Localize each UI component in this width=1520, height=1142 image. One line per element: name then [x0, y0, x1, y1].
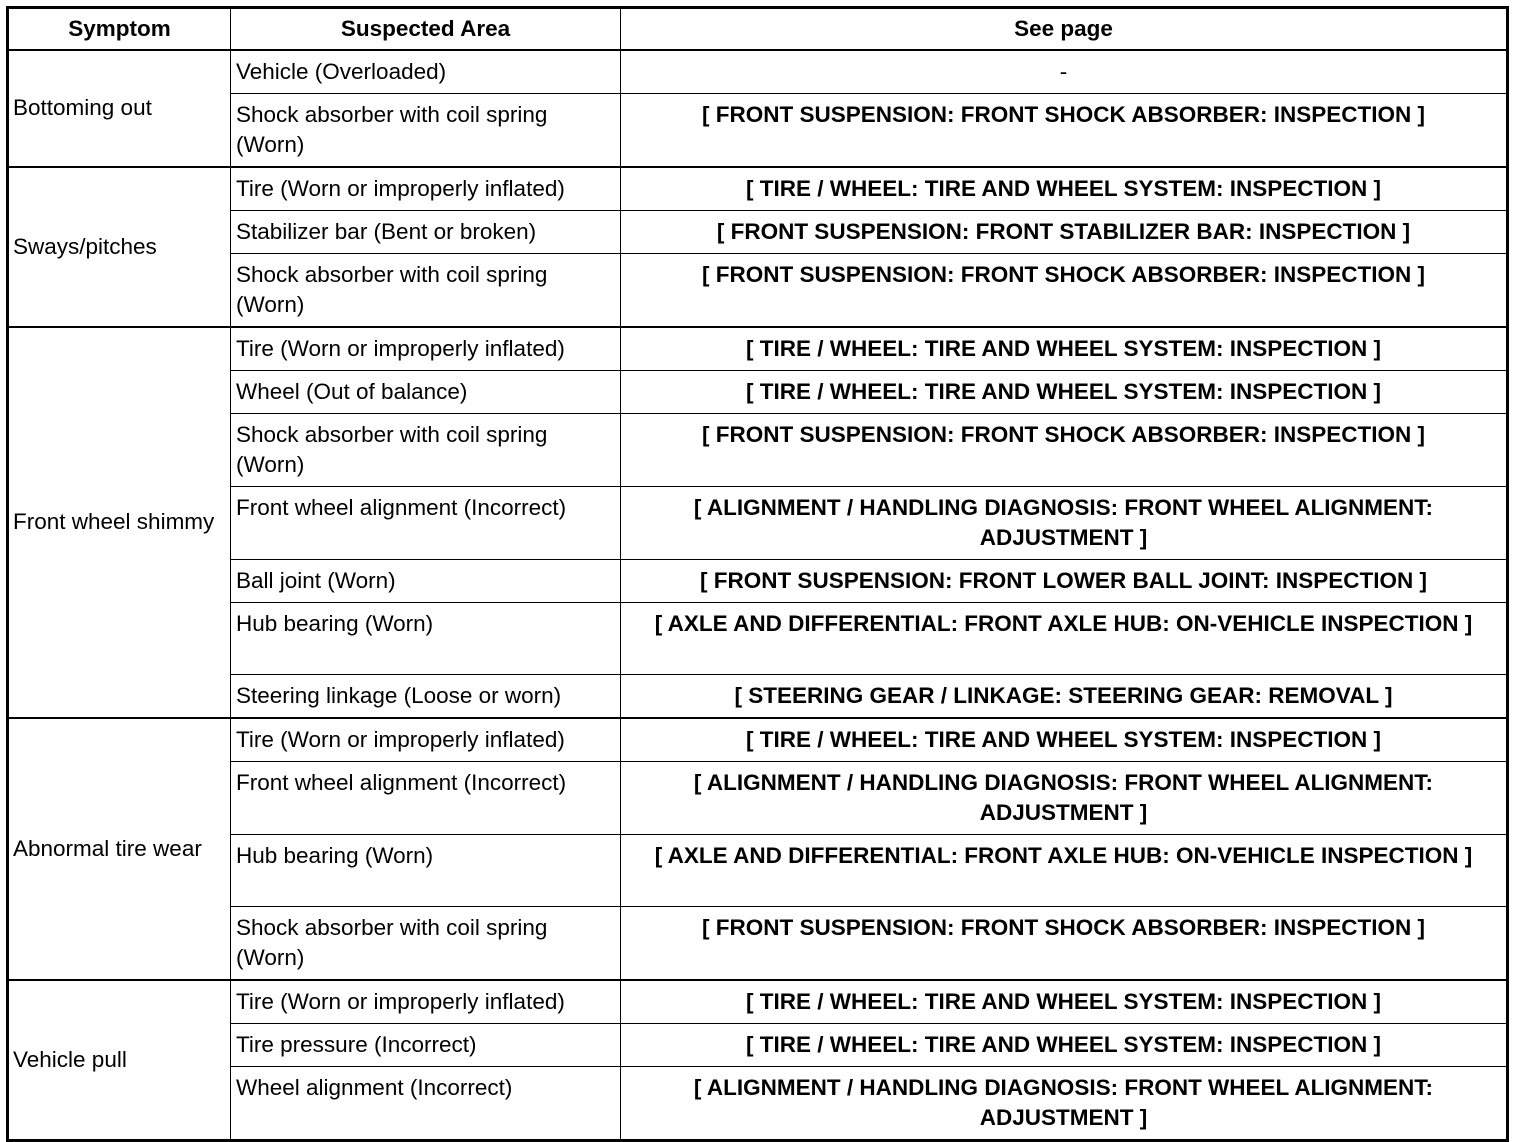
see-page-cell: -	[621, 50, 1508, 94]
suspected-area-cell: Stabilizer bar (Bent or broken)	[231, 210, 621, 253]
table-row	[8, 327, 1508, 371]
table-row	[8, 370, 1508, 413]
table-row	[8, 674, 1508, 718]
symptom-cell: Vehicle pull	[8, 980, 231, 1141]
suspected-area-cell: Tire (Worn or improperly inflated)	[231, 718, 621, 762]
suspected-area-cell: Steering linkage (Loose or worn)	[231, 674, 621, 718]
suspected-area-cell: Shock absorber with coil spring (Worn)	[231, 413, 621, 486]
suspected-area-cell: Vehicle (Overloaded)	[231, 50, 621, 94]
suspected-area-cell: Tire (Worn or improperly inflated)	[231, 980, 621, 1024]
see-page-link[interactable]: [ FRONT SUSPENSION: FRONT SHOCK ABSORBER: INSPECTION ]	[621, 93, 1508, 167]
header-suspected-area: Suspected Area	[231, 8, 621, 50]
suspected-area-cell: Tire pressure (Incorrect)	[231, 1023, 621, 1066]
see-page-link[interactable]: [ AXLE AND DIFFERENTIAL: FRONT AXLE HUB: ON-VEHICLE INSPECTION ]	[621, 834, 1508, 906]
see-page-link[interactable]: [ TIRE / WHEEL: TIRE AND WHEEL SYSTEM: INSPECTION ]	[621, 327, 1508, 371]
see-page-link[interactable]: [ FRONT SUSPENSION: FRONT SHOCK ABSORBER: INSPECTION ]	[621, 413, 1508, 486]
see-page-link[interactable]: [ FRONT SUSPENSION: FRONT STABILIZER BAR: INSPECTION ]	[621, 210, 1508, 253]
table-row	[8, 1066, 1508, 1140]
table-row	[8, 834, 1508, 906]
suspected-area-cell: Hub bearing (Worn)	[231, 602, 621, 674]
table-row	[8, 50, 1508, 94]
see-page-link[interactable]: [ FRONT SUSPENSION: FRONT SHOCK ABSORBER: INSPECTION ]	[621, 253, 1508, 327]
see-page-link[interactable]: [ AXLE AND DIFFERENTIAL: FRONT AXLE HUB: ON-VEHICLE INSPECTION ]	[621, 602, 1508, 674]
table-row	[8, 559, 1508, 602]
see-page-link[interactable]: [ ALIGNMENT / HANDLING DIAGNOSIS: FRONT WHEEL ALIGNMENT: ADJUSTMENT ]	[621, 761, 1508, 834]
suspected-area-cell: Shock absorber with coil spring (Worn)	[231, 253, 621, 327]
table-row	[8, 93, 1508, 167]
table-row	[8, 906, 1508, 980]
see-page-link[interactable]: [ TIRE / WHEEL: TIRE AND WHEEL SYSTEM: INSPECTION ]	[621, 980, 1508, 1024]
suspected-area-cell: Tire (Worn or improperly inflated)	[231, 327, 621, 371]
table-row	[8, 980, 1508, 1024]
see-page-link[interactable]: [ ALIGNMENT / HANDLING DIAGNOSIS: FRONT WHEEL ALIGNMENT: ADJUSTMENT ]	[621, 1066, 1508, 1140]
see-page-link[interactable]: [ TIRE / WHEEL: TIRE AND WHEEL SYSTEM: INSPECTION ]	[621, 718, 1508, 762]
suspected-area-cell: Wheel alignment (Incorrect)	[231, 1066, 621, 1140]
see-page-link[interactable]: [ TIRE / WHEEL: TIRE AND WHEEL SYSTEM: INSPECTION ]	[621, 167, 1508, 211]
table-row	[8, 413, 1508, 486]
see-page-link[interactable]: [ TIRE / WHEEL: TIRE AND WHEEL SYSTEM: INSPECTION ]	[621, 370, 1508, 413]
table-row	[8, 486, 1508, 559]
see-page-link[interactable]: [ FRONT SUSPENSION: FRONT LOWER BALL JOINT: INSPECTION ]	[621, 559, 1508, 602]
suspected-area-cell: Front wheel alignment (Incorrect)	[231, 761, 621, 834]
header-symptom: Symptom	[8, 8, 231, 50]
suspected-area-cell: Tire (Worn or improperly inflated)	[231, 167, 621, 211]
table-row	[8, 602, 1508, 674]
suspected-area-cell: Ball joint (Worn)	[231, 559, 621, 602]
see-page-link[interactable]: [ ALIGNMENT / HANDLING DIAGNOSIS: FRONT WHEEL ALIGNMENT: ADJUSTMENT ]	[621, 486, 1508, 559]
table-row	[8, 253, 1508, 327]
see-page-link[interactable]: [ TIRE / WHEEL: TIRE AND WHEEL SYSTEM: INSPECTION ]	[621, 1023, 1508, 1066]
symptom-cell: Front wheel shimmy	[8, 327, 231, 718]
suspected-area-cell: Shock absorber with coil spring (Worn)	[231, 906, 621, 980]
suspected-area-cell: Wheel (Out of balance)	[231, 370, 621, 413]
table-row	[8, 167, 1508, 211]
header-see-page: See page	[621, 8, 1508, 50]
table-row	[8, 761, 1508, 834]
suspected-area-cell: Shock absorber with coil spring (Worn)	[231, 93, 621, 167]
symptom-cell: Abnormal tire wear	[8, 718, 231, 980]
suspected-area-cell: Hub bearing (Worn)	[231, 834, 621, 906]
diagnosis-table	[6, 6, 1509, 1142]
suspected-area-cell: Front wheel alignment (Incorrect)	[231, 486, 621, 559]
symptom-cell: Sways/pitches	[8, 167, 231, 327]
table-row	[8, 210, 1508, 253]
symptom-cell: Bottoming out	[8, 50, 231, 167]
table-row	[8, 718, 1508, 762]
see-page-link[interactable]: [ STEERING GEAR / LINKAGE: STEERING GEAR: REMOVAL ]	[621, 674, 1508, 718]
header-row	[8, 8, 1508, 50]
table-row	[8, 1023, 1508, 1066]
see-page-link[interactable]: [ FRONT SUSPENSION: FRONT SHOCK ABSORBER: INSPECTION ]	[621, 906, 1508, 980]
